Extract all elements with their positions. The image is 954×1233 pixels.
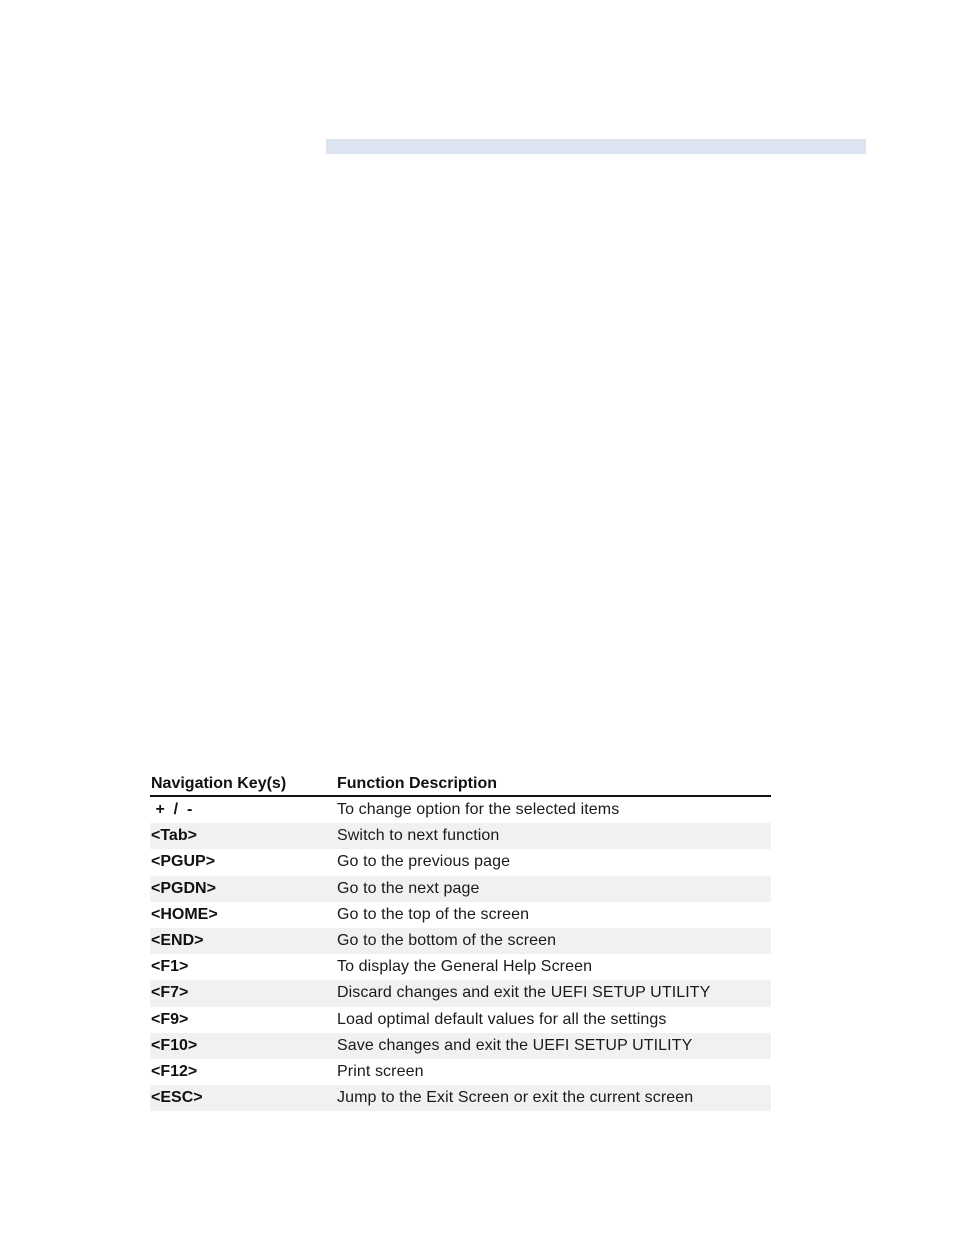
table-row (150, 928, 771, 954)
key-cell: <F7> (151, 984, 189, 1002)
description-cell: Jump to the Exit Screen or exit the current screen (337, 1089, 694, 1107)
table-header (150, 771, 771, 797)
header-function-description: Function Description (337, 775, 497, 792)
table-row (150, 954, 771, 980)
key-cell: <F10> (151, 1036, 198, 1054)
table-row (150, 1085, 771, 1111)
key-cell: <HOME> (151, 905, 218, 923)
key-cell: <PGDN> (151, 879, 216, 897)
description-cell: Go to the previous page (337, 853, 511, 871)
description-cell: Go to the next page (337, 879, 480, 897)
key-cell: <Tab> (151, 827, 197, 845)
description-cell: Switch to next function (337, 827, 500, 845)
table-row (150, 980, 771, 1006)
key-cell: <F1> (151, 958, 189, 976)
key-cell: + / - (151, 801, 193, 819)
description-cell: Discard changes and exit the UEFI SETUP UTILITY (337, 984, 711, 1002)
description-cell: To change option for the selected items (337, 801, 620, 819)
table-row (150, 876, 771, 902)
key-cell: <F9> (151, 1010, 189, 1028)
header-navigation-keys: Navigation Key(s) (151, 775, 287, 792)
description-cell: To display the General Help Screen (337, 958, 593, 976)
key-cell: <ESC> (151, 1089, 203, 1107)
table-row (150, 1059, 771, 1085)
section-header-band (326, 139, 866, 154)
key-cell: <PGUP> (151, 853, 216, 871)
description-cell: Go to the top of the screen (337, 905, 530, 923)
key-cell: <F12> (151, 1062, 198, 1080)
table-row (150, 1033, 771, 1059)
table-row (150, 823, 771, 849)
key-cell: <END> (151, 932, 204, 950)
table-row (150, 1007, 771, 1033)
description-cell: Go to the bottom of the screen (337, 932, 557, 950)
table-row (150, 849, 771, 875)
description-cell: Print screen (337, 1062, 424, 1080)
description-cell: Save changes and exit the UEFI SETUP UTILITY (337, 1036, 693, 1054)
navigation-keys-table (150, 771, 771, 1111)
description-cell: Load optimal default values for all the settings (337, 1010, 667, 1028)
table-row (150, 902, 771, 928)
table-row (150, 797, 771, 823)
